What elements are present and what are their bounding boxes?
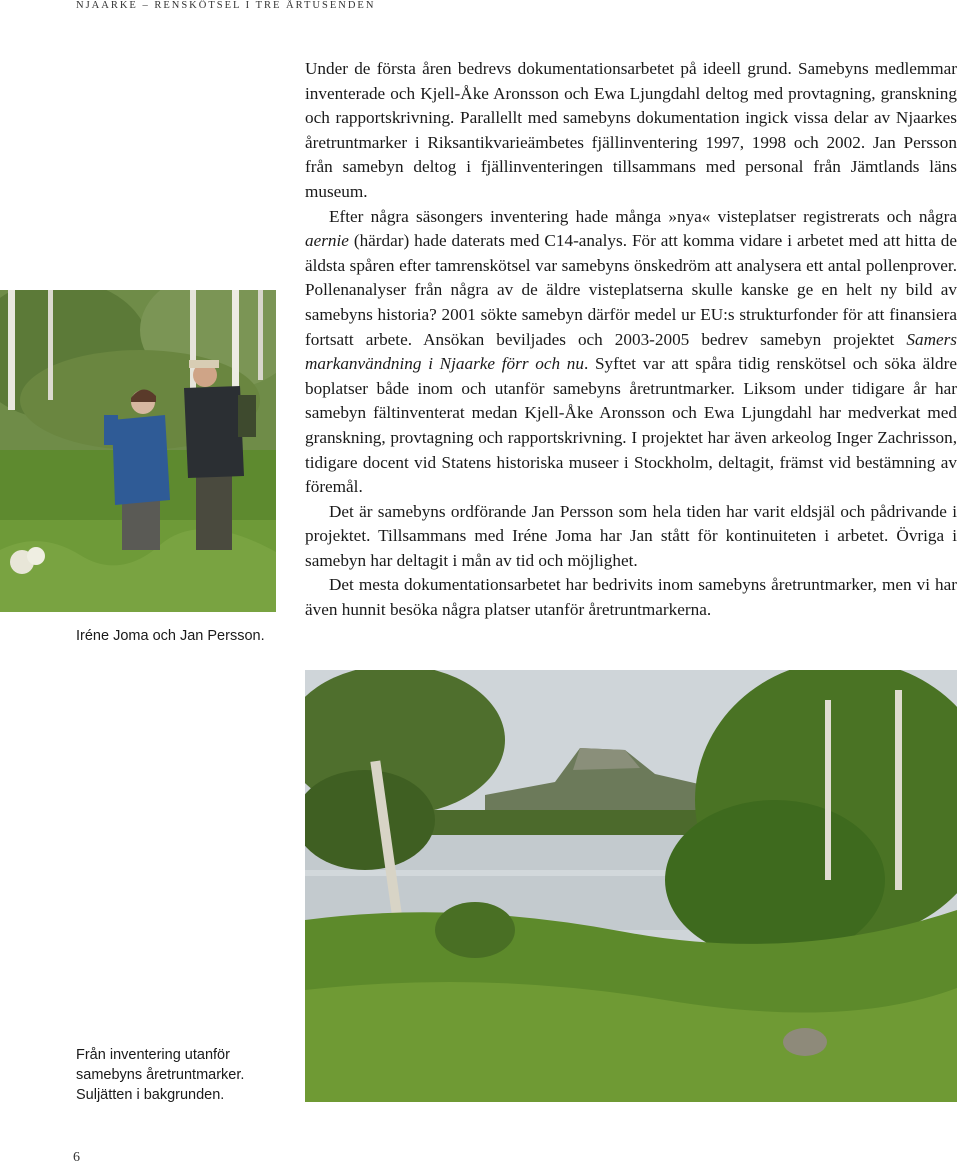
- caption-landscape-line-2: samebyns åretruntmarker.: [76, 1067, 245, 1083]
- paragraph-4: Det mesta dokumentationsarbetet har bedrivits inom samebyns åretruntmarker, men vi har även hunnit besöka några platser utanför åretruntmarkerna.: [305, 575, 957, 620]
- caption-landscape-photo: [76, 1045, 286, 1105]
- photo-landscape-lake-mountain: [305, 670, 957, 1102]
- caption-landscape-line-1: Från inventering utanför: [76, 1047, 230, 1063]
- paragraph-1: Under de första åren bedrevs dokumentationsarbetet på ideell grund. Samebyns medlemmar inventerade och Kjell-Åke Aronsson och Ewa Ljungdahl deltog med provtagning, granskning och rapportskrivning. Parallellt med samebyns dokumentation ingick vissa delar av Njaarkes åretruntmarker i Riksantikvarieämbetes fjällinventering 1997, 1998 och 2002. Jan Persson från samebyn deltog i fjällinventeringen tillsammans med personal från Jämtlands läns museum.: [305, 59, 957, 201]
- body-text: [305, 57, 957, 623]
- caption-landscape-line-3: Suljätten i bakgrunden.: [76, 1087, 225, 1103]
- paragraph-3: Det är samebyns ordförande Jan Persson som hela tiden har varit eldsjäl och pådrivande i projektet. Tillsammans med Iréne Joma har Jan stått för kontinuiteten i arbetet. Övriga i samebyn har deltagit i mån av tid och möjlighet.: [305, 501, 957, 570]
- page-number: 6: [73, 1150, 80, 1165]
- photo-people-in-forest: [0, 290, 276, 612]
- photo-landscape-illustration: [305, 670, 957, 1102]
- caption-people-photo: Iréne Joma och Jan Persson.: [76, 628, 265, 644]
- photo-people-illustration: [0, 290, 276, 612]
- paragraph-2: Efter några säsongers inventering hade många »nya« visteplatser registrerats och några aernie (härdar) hade daterats med C14-analys. För att komma vidare i arbetet med att hitta de äldsta spåren efter tamrenskötsel var samebyns önskedröm att analysera ett antal pollenprover. Pollenanalyser från några av de äldre visteplatserna skulle kanske ge en helt ny bild av samebyns historia? 2001 sökte samebyn därför medel ur EU:s strukturfonder för att finansiera fortsatt arbete. Ansökan beviljades och 2003-2005 bedrev samebyn projektet Samers markanvändning i Njaarke förr och nu. Syftet var att spåra tidig renskötsel och söka äldre boplatser både inom och utanför samebyns åretruntmarker. Liksom under tidigare år har samebyn fältinventerat medan Kjell-Åke Aronsson och Ewa Ljungdahl har medverkat med granskning, provtagning och rapportskrivning. I projektet har även arkeolog Inger Zachrisson, tidigare docent vid Statens historiska museer i Stockholm, deltagit, främst vid bestämning av föremål.: [305, 206, 957, 497]
- running-head: NJAARKE – RENSKÖTSEL I TRE ÅRTUSENDEN: [76, 0, 376, 11]
